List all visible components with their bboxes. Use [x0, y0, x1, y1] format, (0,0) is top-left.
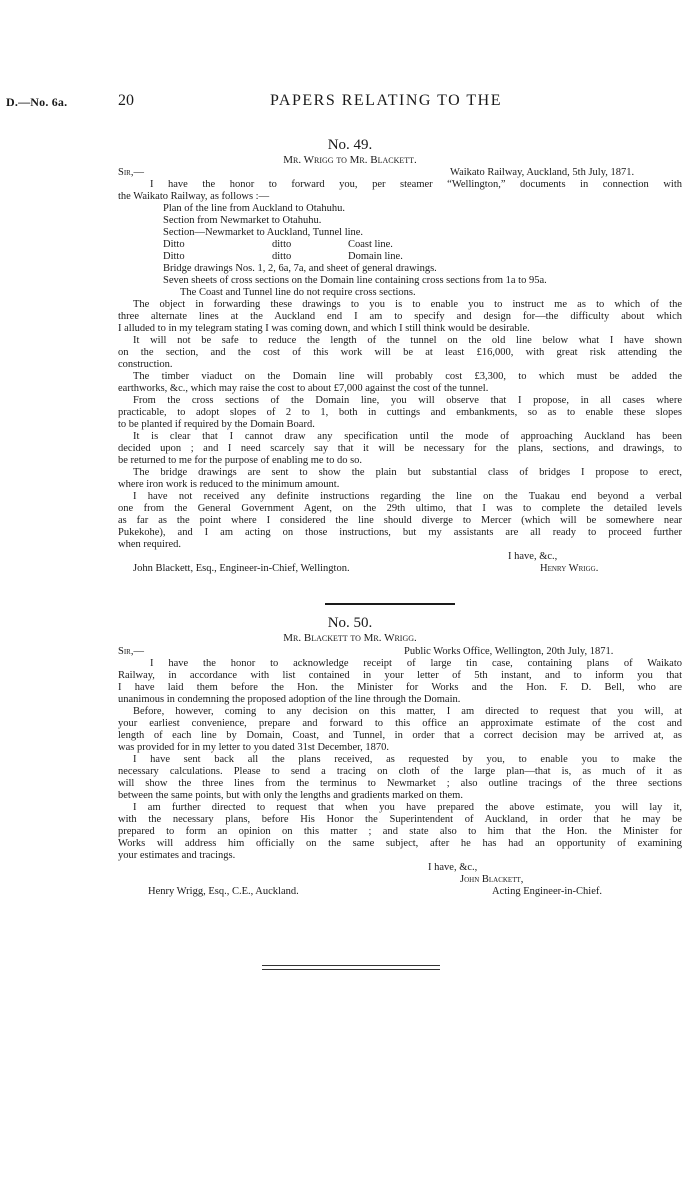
text-line: prepared to form an opinion on this matter ; and state also to him that the Hon. the Minister for — [118, 826, 682, 837]
text-line: as far as the point where I considered the line should diverge to Mercer (which will be somewhere near — [118, 515, 682, 526]
text-line: I have not received any definite instructions regarding the line on the Tuakau end beyond a verbal — [133, 491, 682, 502]
letter-from-to: Mr. Blackett to Mr. Wrigg. — [283, 632, 417, 644]
text-line: Before, however, coming to any decision on this matter, I am directed to request that you will, at — [133, 706, 682, 717]
text-line: unanimous in condemning the proposed adoption of the line through the Domain. — [118, 694, 461, 705]
salutation: Sir,— — [118, 167, 144, 178]
text-line: between the same points, but with only the lengths and gradients marked on them. — [118, 790, 463, 801]
text-line: I have sent back all the plans received, as requested by you, to enable you to make the — [133, 754, 682, 765]
list-item: Ditto — [163, 251, 185, 262]
section-divider — [325, 603, 455, 605]
end-rule — [262, 965, 440, 966]
signature-title: Acting Engineer-in-Chief. — [492, 886, 603, 897]
closing: I have, &c., — [508, 551, 558, 562]
list-item: ditto — [272, 251, 292, 262]
text-line: It will not be safe to reduce the length of the tunnel on the old line below what I have shown — [133, 335, 682, 346]
text-line: I am further directed to request that when you have prepared the above estimate, you will lay it, — [133, 802, 682, 813]
text-line: with the necessary plans, before His Honor the Superintendent of Auckland, in order that he may be — [118, 814, 682, 825]
list-item: Bridge drawings Nos. 1, 2, 6a, 7a, and sheet of general drawings. — [163, 263, 437, 274]
text-line: The bridge drawings are sent to show the plain but substantial class of bridges I propose to erect, — [133, 467, 682, 478]
list-item: The Coast and Tunnel line do not require cross sections. — [180, 287, 416, 298]
running-title: PAPERS RELATING TO THE — [270, 92, 502, 109]
text-line: length of each line by Domain, Coast, and Tunnel, in order that a correct decision may be arrived at, as — [118, 730, 682, 741]
list-item: Plan of the line from Auckland to Otahuhu. — [163, 203, 345, 214]
text-line: will show the three lines from the terminus to Newmarket ; also outline tracings of the three sections — [118, 778, 682, 789]
text-line: construction. — [118, 359, 173, 370]
text-line: I alluded to in my telegram stating I was coming down, and which I still think would be desirable. — [118, 323, 530, 334]
text-line: I have laid them before the Hon. the Minister for Works and the Hon. F. D. Bell, who are — [118, 682, 682, 693]
list-item: Coast line. — [348, 239, 393, 250]
letter-number: No. 50. — [327, 615, 373, 631]
list-item: Domain line. — [348, 251, 403, 262]
page-header — [0, 92, 700, 115]
place-date: Waikato Railway, Auckland, 5th July, 1871. — [450, 167, 635, 178]
list-item: Ditto — [163, 239, 185, 250]
addressee: John Blackett, Esq., Engineer-in-Chief, Wellington. — [133, 563, 350, 574]
letter-number: No. 49. — [327, 137, 373, 153]
salutation: Sir,— — [118, 646, 144, 657]
text-line: Railway, in accordance with list contained in your letter of 5th instant, and to inform you that — [118, 670, 682, 681]
text-line: was provided for in my letter to you dated 31st December, 1870. — [118, 742, 390, 753]
text-line: necessary calculations. Please to send a tracing on cloth of the large plan—that is, as much of it as — [118, 766, 682, 777]
list-item: Section—Newmarket to Auckland, Tunnel line. — [163, 227, 364, 238]
text-line: decided upon ; and I need scarcely say that it will be necessary for the plans, sections, and drawings, to — [118, 443, 682, 454]
text-line: Pukekohe), and I am acting on those instructions, but my assistants are all ready to proceed further — [118, 527, 682, 538]
text-line: to be planted if required by the Domain Board. — [118, 419, 315, 430]
text-line: three alternate lines at the Auckland end I am to specify and design for—the difficulty about which — [118, 311, 682, 322]
text-line: one from the General Government Agent, on the 29th ultimo, that I was to complete the detailed levels — [118, 503, 682, 514]
text-line: It is clear that I cannot draw any specification until the mode of approaching Auckland has been — [133, 431, 682, 442]
document-code: D.—No. 6a. — [6, 95, 68, 109]
text-line: the Waikato Railway, as follows :— — [118, 191, 270, 202]
letter-from-to: Mr. Wrigg to Mr. Blackett. — [283, 154, 417, 166]
place-date: Public Works Office, Wellington, 20th July, 1871. — [404, 646, 614, 657]
text-line: on the section, and the cost of this work will be at least £16,000, with great risk attending the — [118, 347, 682, 358]
text-line: I have the honor to forward you, per steamer “Wellington,” documents in connection with — [150, 179, 682, 190]
text-line: The timber viaduct on the Domain line will probably cost £3,300, to which must be added the — [133, 371, 682, 382]
list-item: ditto — [272, 239, 292, 250]
list-item: Section from Newmarket to Otahuhu. — [163, 215, 322, 226]
text-line: From the cross sections of the Domain line, you will observe that I propose, in all cases where — [133, 395, 682, 406]
text-line: your earliest convenience, prepare and forward to this office an approximate estimate of the cost and — [118, 718, 682, 729]
closing: I have, &c., — [428, 862, 478, 873]
text-line: practicable, to adopt slopes of 2 to 1, both in cuttings and embankments, so as to enable these slopes — [118, 407, 682, 418]
text-line: when required. — [118, 539, 181, 550]
signature: John Blackett, — [460, 874, 524, 885]
list-item: Seven sheets of cross sections on the Domain line containing cross sections from 1a to 95a. — [163, 275, 547, 286]
text-line: The object in forwarding these drawings to you is to enable you to instruct me as to which of the — [133, 299, 682, 310]
addressee: Henry Wrigg, Esq., C.E., Auckland. — [148, 886, 299, 897]
end-rule — [262, 969, 440, 970]
text-line: be returned to me for the purpose of enabling me to do so. — [118, 455, 363, 466]
text-line: I have the honor to acknowledge receipt of large tin case, containing plans of Waikato — [150, 658, 682, 669]
text-line: your estimates and tracings. — [118, 850, 236, 861]
text-line: earthworks, &c., which may raise the cost to about £7,000 against the cost of the tunnel. — [118, 383, 489, 394]
text-line: where iron work is reduced to the minimum amount. — [118, 479, 340, 490]
signature: Henry Wrigg. — [540, 563, 599, 574]
text-line: Works will address him officially on the same subject, after he has had an opportunity of examining — [118, 838, 682, 849]
page-number: 20 — [118, 92, 134, 109]
